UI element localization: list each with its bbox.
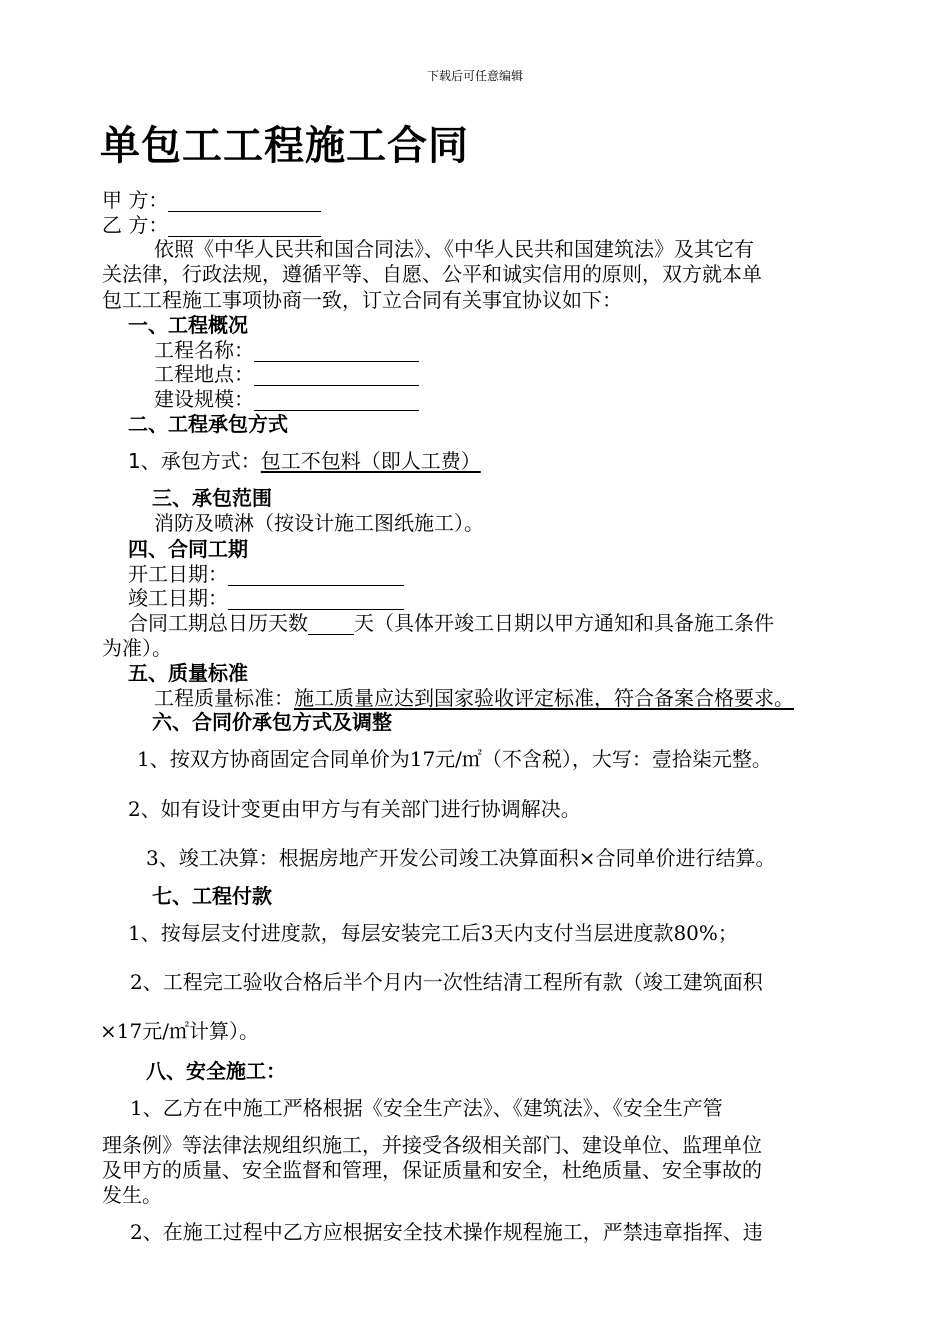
page-header: 下载后可任意编辑 [426, 69, 523, 83]
end-date-blank [228, 589, 404, 610]
safety-item-1: 1、乙方在中施工严格根据《安全生产法》、《建筑法》、《安全生产管 [130, 1096, 723, 1120]
end-date-line [128, 586, 404, 610]
safety-item-1-cont-2: 及甲方的质量、安全监督和管理，保证质量和安全，杜绝质量、安全事故的 [102, 1158, 762, 1182]
section-3-heading: 三、承包范围 [152, 486, 272, 510]
section-2-heading: 二、工程承包方式 [128, 412, 288, 436]
price-item-3: 3、竣工决算：根据房地产开发公司竣工决算面积×合同单价进行结算。 [146, 846, 776, 870]
payment-item-2: 2、工程完工验收合格后半个月内一次性结清工程所有款（竣工建筑面积 [130, 970, 763, 994]
project-location-label: 工程地点： [154, 362, 254, 386]
payment-item-2-cont: ×17元/㎡计算）。 [100, 1019, 259, 1043]
end-date-label: 竣工日期： [128, 586, 228, 610]
project-location-line [154, 362, 419, 386]
quality-label: 工程质量标准： [154, 686, 294, 710]
duration-line [128, 611, 774, 635]
project-scale-label: 建设规模： [154, 387, 254, 411]
duration-note-cont: 为准）。 [102, 636, 172, 660]
project-name-label: 工程名称： [154, 338, 254, 362]
section-5-heading: 五、质量标准 [128, 661, 248, 685]
duration-note: 天（具体开竣工日期以甲方通知和具备施工条件 [354, 611, 774, 635]
document-title: 单包工工程施工合同 [100, 123, 469, 169]
start-date-blank [228, 565, 404, 586]
section-7-heading: 七、工程付款 [152, 884, 272, 908]
scope-text: 消防及喷淋（按设计施工图纸施工）。 [154, 511, 484, 535]
party-b-line [102, 213, 321, 237]
party-a-line [102, 188, 321, 212]
project-scale-line [154, 387, 419, 411]
section-1-heading: 一、工程概况 [128, 313, 248, 337]
quality-line [154, 686, 794, 710]
intro-line-3: 包工工程施工事项协商一致，订立合同有关事宜协议如下： [102, 288, 622, 312]
section-4-heading: 四、合同工期 [128, 537, 248, 561]
contract-mode-value: 包工不包料（即人工费） [260, 449, 481, 473]
start-date-line [128, 562, 404, 586]
party-a-blank [168, 191, 321, 212]
safety-item-1-cont-1: 理条例》等法律法规组织施工，并接受各级相关部门、建设单位、监理单位 [102, 1133, 762, 1157]
project-location-blank [254, 365, 419, 386]
intro-line-1: 依照《中华人民共和国合同法》、《中华人民共和国建筑法》及其它有 [154, 237, 754, 261]
project-scale-blank [254, 390, 419, 411]
project-name-blank [254, 341, 419, 362]
safety-item-1-cont-3: 发生。 [102, 1183, 162, 1207]
duration-label: 合同工期总日历天数 [128, 611, 308, 635]
safety-item-2: 2、在施工过程中乙方应根据安全技术操作规程施工，严禁违章指挥、违 [130, 1220, 763, 1244]
price-item-1: 1、按双方协商固定合同单价为17元/㎡（不含税），大写：壹拾柒元整。 [137, 747, 772, 771]
section-6-heading: 六、合同价承包方式及调整 [152, 710, 392, 734]
quality-value: 施工质量应达到国家验收评定标准，符合备案合格要求。 [294, 686, 794, 710]
party-b-label: 乙 方： [102, 213, 169, 237]
payment-item-1: 1、按每层支付进度款，每层安装完工后3天内支付当层进度款80%； [128, 921, 738, 945]
start-date-label: 开工日期： [128, 562, 228, 586]
party-a-label: 甲 方： [102, 188, 169, 212]
intro-line-2: 关法律，行政法规，遵循平等、自愿、公平和诚实信用的原则，双方就本单 [102, 262, 762, 286]
contract-mode-label: 1、承包方式： [128, 449, 261, 473]
duration-blank [308, 614, 354, 635]
section-8-heading: 八、安全施工： [146, 1059, 286, 1083]
contract-mode-line [128, 449, 481, 473]
price-item-2: 2、如有设计变更由甲方与有关部门进行协调解决。 [128, 797, 581, 821]
project-name-line [154, 338, 419, 362]
party-b-blank [168, 216, 321, 237]
